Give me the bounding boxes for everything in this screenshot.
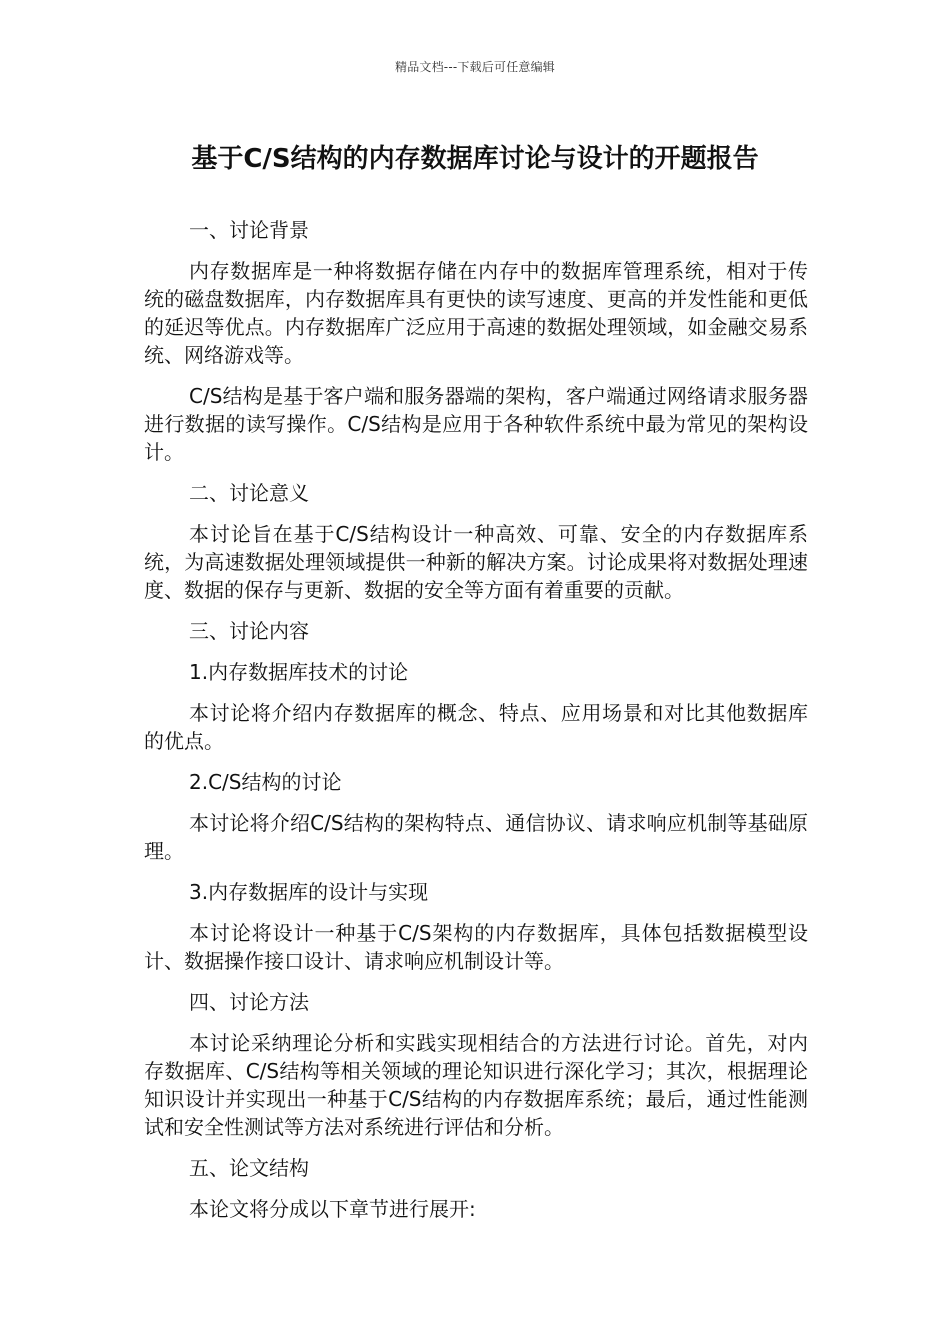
section-heading-background: 一、讨论背景 xyxy=(189,218,309,242)
page-header-note: 精品文档---下载后可任意编辑 xyxy=(395,60,555,74)
paragraph-structure-1: 本论文将分成以下章节进行展开: xyxy=(189,1197,476,1221)
paragraph-method-1: 本讨论采纳理论分析和实践实现相结合的方法进行讨论。首先，对内存数据库、C/S结构等相关领域的理论知识进行深化学习；其次，根据理论知识设计并实现出一种基于C/S结构的内存数据库系统；最后，通过性能测试和安全性测试等方法对系统进行评估和分析。 xyxy=(144,1031,808,1139)
subheading-content-item-3: 3.内存数据库的设计与实现 xyxy=(189,880,429,904)
section-heading-content: 三、讨论内容 xyxy=(189,619,309,643)
subheading-content-item-2: 2.C/S结构的讨论 xyxy=(189,770,342,794)
document-title: 基于C/S结构的内存数据库讨论与设计的开题报告 xyxy=(191,144,759,174)
paragraph-content-item-2: 本讨论将介绍C/S结构的架构特点、通信协议、请求响应机制等基础原理。 xyxy=(144,811,808,863)
section-heading-method: 四、讨论方法 xyxy=(189,990,309,1014)
paragraph-significance-1: 本讨论旨在基于C/S结构设计一种高效、可靠、安全的内存数据库系统，为高速数据处理领域提供一种新的解决方案。讨论成果将对数据处理速度、数据的保存与更新、数据的安全等方面有着重要的贡献。 xyxy=(144,522,808,602)
subheading-content-item-1: 1.内存数据库技术的讨论 xyxy=(189,660,409,684)
paragraph-background-1: 内存数据库是一种将数据存储在内存中的数据库管理系统，相对于传统的磁盘数据库，内存数据库具有更快的读写速度、更高的并发性能和更低的延迟等优点。内存数据库广泛应用于高速的数据处理领域，如金融交易系统、网络游戏等。 xyxy=(144,259,808,367)
paragraph-content-item-3: 本讨论将设计一种基于C/S架构的内存数据库，具体包括数据模型设计、数据操作接口设计、请求响应机制设计等。 xyxy=(144,921,808,973)
document-body xyxy=(144,216,808,1236)
section-heading-significance: 二、讨论意义 xyxy=(189,481,309,505)
section-heading-structure: 五、论文结构 xyxy=(189,1156,309,1180)
paragraph-content-item-1: 本讨论将介绍内存数据库的概念、特点、应用场景和对比其他数据库的优点。 xyxy=(144,701,808,753)
paragraph-background-2: C/S结构是基于客户端和服务器端的架构，客户端通过网络请求服务器进行数据的读写操作。C/S结构是应用于各种软件系统中最为常见的架构设计。 xyxy=(144,384,808,464)
